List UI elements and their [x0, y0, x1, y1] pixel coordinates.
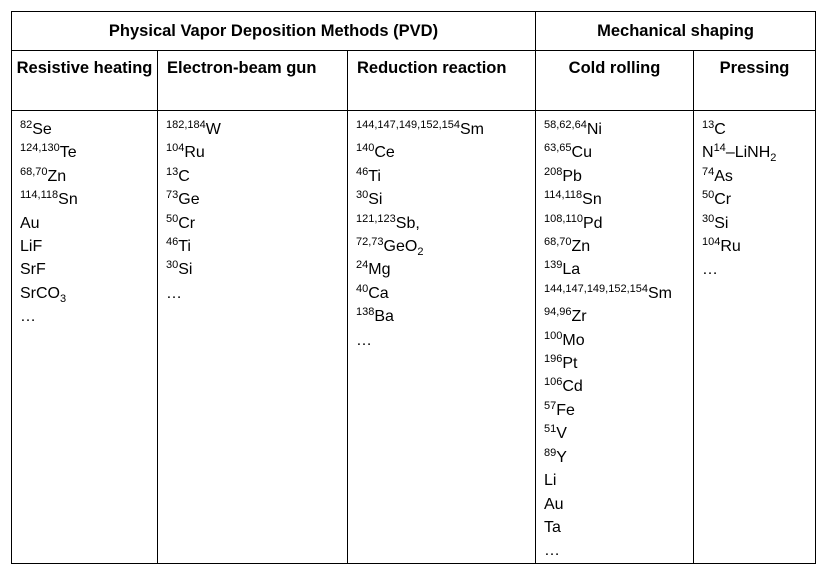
- header-reduction-reaction: Reduction reaction: [348, 51, 536, 111]
- mass-number: 51: [544, 423, 557, 436]
- list-item: [544, 469, 693, 492]
- element-symbol: C: [714, 121, 726, 138]
- element-symbol: Au: [20, 214, 40, 232]
- element-symbol: …: [20, 308, 36, 326]
- cell-reduction-reaction: [348, 111, 536, 564]
- header-resistive-heating: Resistive heating: [12, 51, 158, 111]
- list-item: [166, 188, 347, 211]
- element-symbol: N: [702, 144, 714, 162]
- mass-number: 30: [702, 212, 715, 225]
- mass-number: 68,70: [20, 165, 48, 178]
- element-symbol: Ca: [368, 284, 389, 302]
- list-item: [20, 235, 157, 258]
- cell-electron-beam-gun: [158, 111, 348, 564]
- list-item: [166, 165, 347, 188]
- element-symbol: Li: [544, 472, 557, 490]
- subscript: 2: [770, 152, 777, 165]
- list-item: [702, 188, 815, 211]
- element-symbol: C: [178, 167, 190, 185]
- list-item: [544, 235, 693, 258]
- list-item: [356, 212, 535, 235]
- list-item: [544, 258, 693, 281]
- mass-number: 50: [702, 189, 715, 202]
- list-item: [20, 118, 157, 141]
- element-symbol: Te: [59, 144, 77, 162]
- element-symbol: Se: [32, 121, 52, 138]
- list-item: [544, 282, 693, 305]
- list-item: [702, 258, 815, 281]
- mass-number: 58,62,64: [544, 119, 587, 131]
- element-symbol: Sb,: [395, 214, 420, 232]
- element-symbol: Pt: [562, 355, 578, 373]
- element-symbol: As: [714, 167, 733, 185]
- cell-pressing: [694, 111, 816, 564]
- body-row: [12, 111, 816, 564]
- mass-number: 114,118: [20, 189, 59, 202]
- element-symbol: Ru: [720, 238, 741, 256]
- mass-number: 114,118: [544, 189, 583, 202]
- element-symbol: Ni: [586, 121, 602, 138]
- mass-number: 196: [544, 353, 563, 366]
- element-symbol: Sn: [582, 191, 602, 209]
- list-item: [20, 212, 157, 235]
- list-item: [20, 305, 157, 328]
- element-symbol: Pb: [562, 167, 582, 185]
- list-item: [544, 118, 693, 141]
- element-symbol: Zr: [571, 308, 587, 326]
- mass-number: 82: [20, 119, 33, 131]
- element-symbol: Zn: [571, 238, 591, 256]
- list-item: [544, 375, 693, 398]
- element-symbol: Sn: [58, 191, 78, 209]
- element-symbol: LiF: [20, 238, 43, 256]
- mass-number: 108,110: [544, 212, 583, 225]
- mass-number: 72,73: [356, 236, 384, 249]
- list-item: [356, 235, 535, 258]
- mass-number: 40: [356, 282, 369, 295]
- mass-number: 104: [702, 236, 721, 249]
- list-item: [356, 305, 535, 328]
- element-symbol: Zn: [47, 167, 67, 185]
- mass-number: 73: [166, 189, 179, 202]
- element-symbol: Ti: [368, 167, 381, 185]
- mass-number: 68,70: [544, 236, 572, 249]
- element-symbol: Ti: [178, 238, 191, 256]
- list-item: [544, 305, 693, 328]
- mass-number: 138: [356, 306, 375, 319]
- list-item: [544, 188, 693, 211]
- list-item: [356, 258, 535, 281]
- list-item: [20, 141, 157, 164]
- list-item: [544, 422, 693, 445]
- element-symbol: …: [544, 542, 560, 560]
- mass-number: 139: [544, 259, 563, 272]
- mass-number: 30: [166, 259, 179, 272]
- list-item: [544, 446, 693, 469]
- list-item: [544, 516, 693, 539]
- mass-number: 100: [544, 329, 563, 342]
- list-item: [702, 141, 815, 164]
- mass-number: 13: [166, 165, 179, 178]
- group-header-row: [12, 12, 816, 51]
- list-item: [356, 282, 535, 305]
- element-symbol: La: [562, 261, 581, 279]
- mass-number: 104: [166, 142, 185, 155]
- element-symbol: Sm: [648, 284, 672, 302]
- mass-number: 30: [356, 189, 369, 202]
- list-item: [356, 141, 535, 164]
- list-item: [544, 165, 693, 188]
- list-item: [166, 235, 347, 258]
- list-item: [20, 258, 157, 281]
- column-header-row: [12, 51, 816, 111]
- element-symbol: W: [205, 121, 221, 138]
- mass-number: 50: [166, 212, 179, 225]
- mass-number: 124,130: [20, 142, 60, 155]
- list-item: [20, 282, 157, 305]
- list-item: [356, 188, 535, 211]
- element-symbol: Si: [714, 214, 729, 232]
- list-item: [544, 212, 693, 235]
- mass-number: 13: [702, 119, 715, 131]
- list-item: [544, 141, 693, 164]
- element-symbol: Si: [178, 261, 193, 279]
- list-item: [356, 165, 535, 188]
- compound-text: –LiNH: [725, 144, 771, 162]
- subscript: 3: [60, 292, 67, 305]
- mass-number: 14: [713, 142, 726, 155]
- list-item: [544, 539, 693, 562]
- mass-number: 24: [356, 259, 369, 272]
- cell-cold-rolling: [536, 111, 694, 564]
- isotope-methods-table: [11, 11, 816, 564]
- mass-number: 106: [544, 376, 563, 389]
- element-symbol: …: [166, 284, 182, 302]
- element-symbol: Au: [544, 495, 564, 513]
- mass-number: 144,147,149,152,154: [544, 282, 648, 295]
- mass-number: 182,184: [166, 119, 206, 131]
- list-item: [166, 282, 347, 305]
- element-symbol: Cd: [562, 378, 583, 396]
- element-symbol: …: [356, 331, 372, 349]
- list-item: [544, 329, 693, 352]
- element-symbol: Cr: [178, 214, 196, 232]
- header-electron-beam-gun: Electron-beam gun: [158, 51, 348, 111]
- mass-number: 208: [544, 165, 563, 178]
- list-item: [20, 165, 157, 188]
- element-symbol: Sm: [460, 121, 484, 138]
- mass-number: 74: [702, 165, 715, 178]
- element-symbol: V: [556, 425, 567, 443]
- element-symbol: Cu: [571, 144, 592, 162]
- mass-number: 46: [356, 165, 369, 178]
- list-item: [356, 118, 535, 141]
- list-item: [702, 212, 815, 235]
- element-symbol: Mg: [368, 261, 391, 279]
- list-item: [544, 352, 693, 375]
- list-item: [702, 235, 815, 258]
- element-symbol: Ru: [184, 144, 205, 162]
- element-symbol: GeO: [383, 238, 418, 256]
- element-symbol: Ce: [374, 144, 395, 162]
- mass-number: 140: [356, 142, 375, 155]
- mass-number: 46: [166, 236, 179, 249]
- mass-number: 57: [544, 399, 557, 412]
- element-symbol: Fe: [556, 401, 575, 419]
- list-item: [544, 493, 693, 516]
- list-item: [166, 118, 347, 141]
- element-symbol: Ba: [374, 308, 394, 326]
- list-item: [544, 399, 693, 422]
- list-item: [356, 329, 535, 352]
- element-symbol: Ge: [178, 191, 200, 209]
- mass-number: 89: [544, 446, 557, 459]
- header-cold-rolling: Cold rolling: [536, 51, 694, 111]
- group-header-mechanical: Mechanical shaping: [536, 12, 816, 51]
- list-item: [702, 118, 815, 141]
- list-item: [20, 188, 157, 211]
- group-header-pvd: Physical Vapor Deposition Methods (PVD): [12, 12, 536, 51]
- mass-number: 63,65: [544, 142, 572, 155]
- subscript: 2: [417, 246, 424, 259]
- element-symbol: Cr: [714, 191, 732, 209]
- list-item: [166, 141, 347, 164]
- element-symbol: SrCO: [20, 284, 60, 302]
- element-symbol: Mo: [562, 331, 585, 349]
- cell-resistive-heating: [12, 111, 158, 564]
- element-symbol: Pd: [582, 214, 603, 232]
- list-item: [702, 165, 815, 188]
- list-item: [166, 212, 347, 235]
- header-pressing: Pressing: [694, 51, 816, 111]
- element-symbol: Y: [556, 448, 567, 466]
- mass-number: 144,147,149,152,154: [356, 119, 460, 131]
- mass-number: 94,96: [544, 306, 572, 319]
- mass-number: 121,123: [356, 212, 396, 225]
- element-symbol: Si: [368, 191, 383, 209]
- list-item: [166, 258, 347, 281]
- element-symbol: SrF: [20, 261, 46, 279]
- element-symbol: Ta: [544, 518, 561, 536]
- element-symbol: …: [702, 261, 718, 279]
